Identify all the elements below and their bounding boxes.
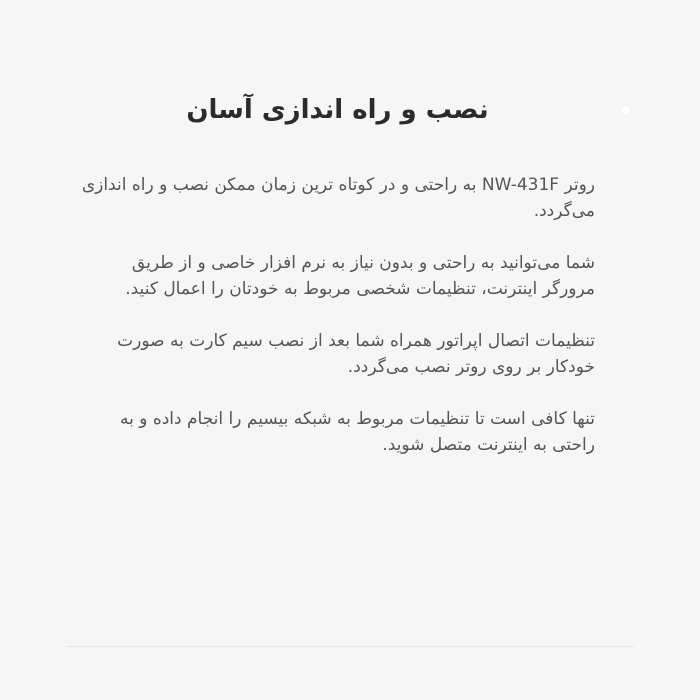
divider [66,646,634,647]
paragraph-operator-settings: تنظیمات اتصال اپراتور همراه شما بعد از نصب سیم کارت به صورت خودکار بر روی روتر نصب می‌گردد. [117,331,595,377]
feature-section [80,84,595,484]
section-title: نصب و راه اندازی آسان [186,95,489,125]
paragraph-wireless-settings: تنها کافی است تا تنظیمات مربوط به شبکه بیسیم را انجام داده و به راحتی به اینترنت متصل شوید. [119,409,595,455]
paragraph-browser-settings: شما می‌توانید به راحتی و بدون نیاز به نرم افزار خاصی و از طریق مرورگر اینترنت، تنظیمات شخصی مربوط به خودتان را اعمال کنید. [125,253,595,299]
decorative-dot [622,106,630,114]
paragraph-installation: روتر NW-431F به راحتی و در کوتاه ترین زمان ممکن نصب و راه اندازی می‌گردد. [81,175,595,221]
